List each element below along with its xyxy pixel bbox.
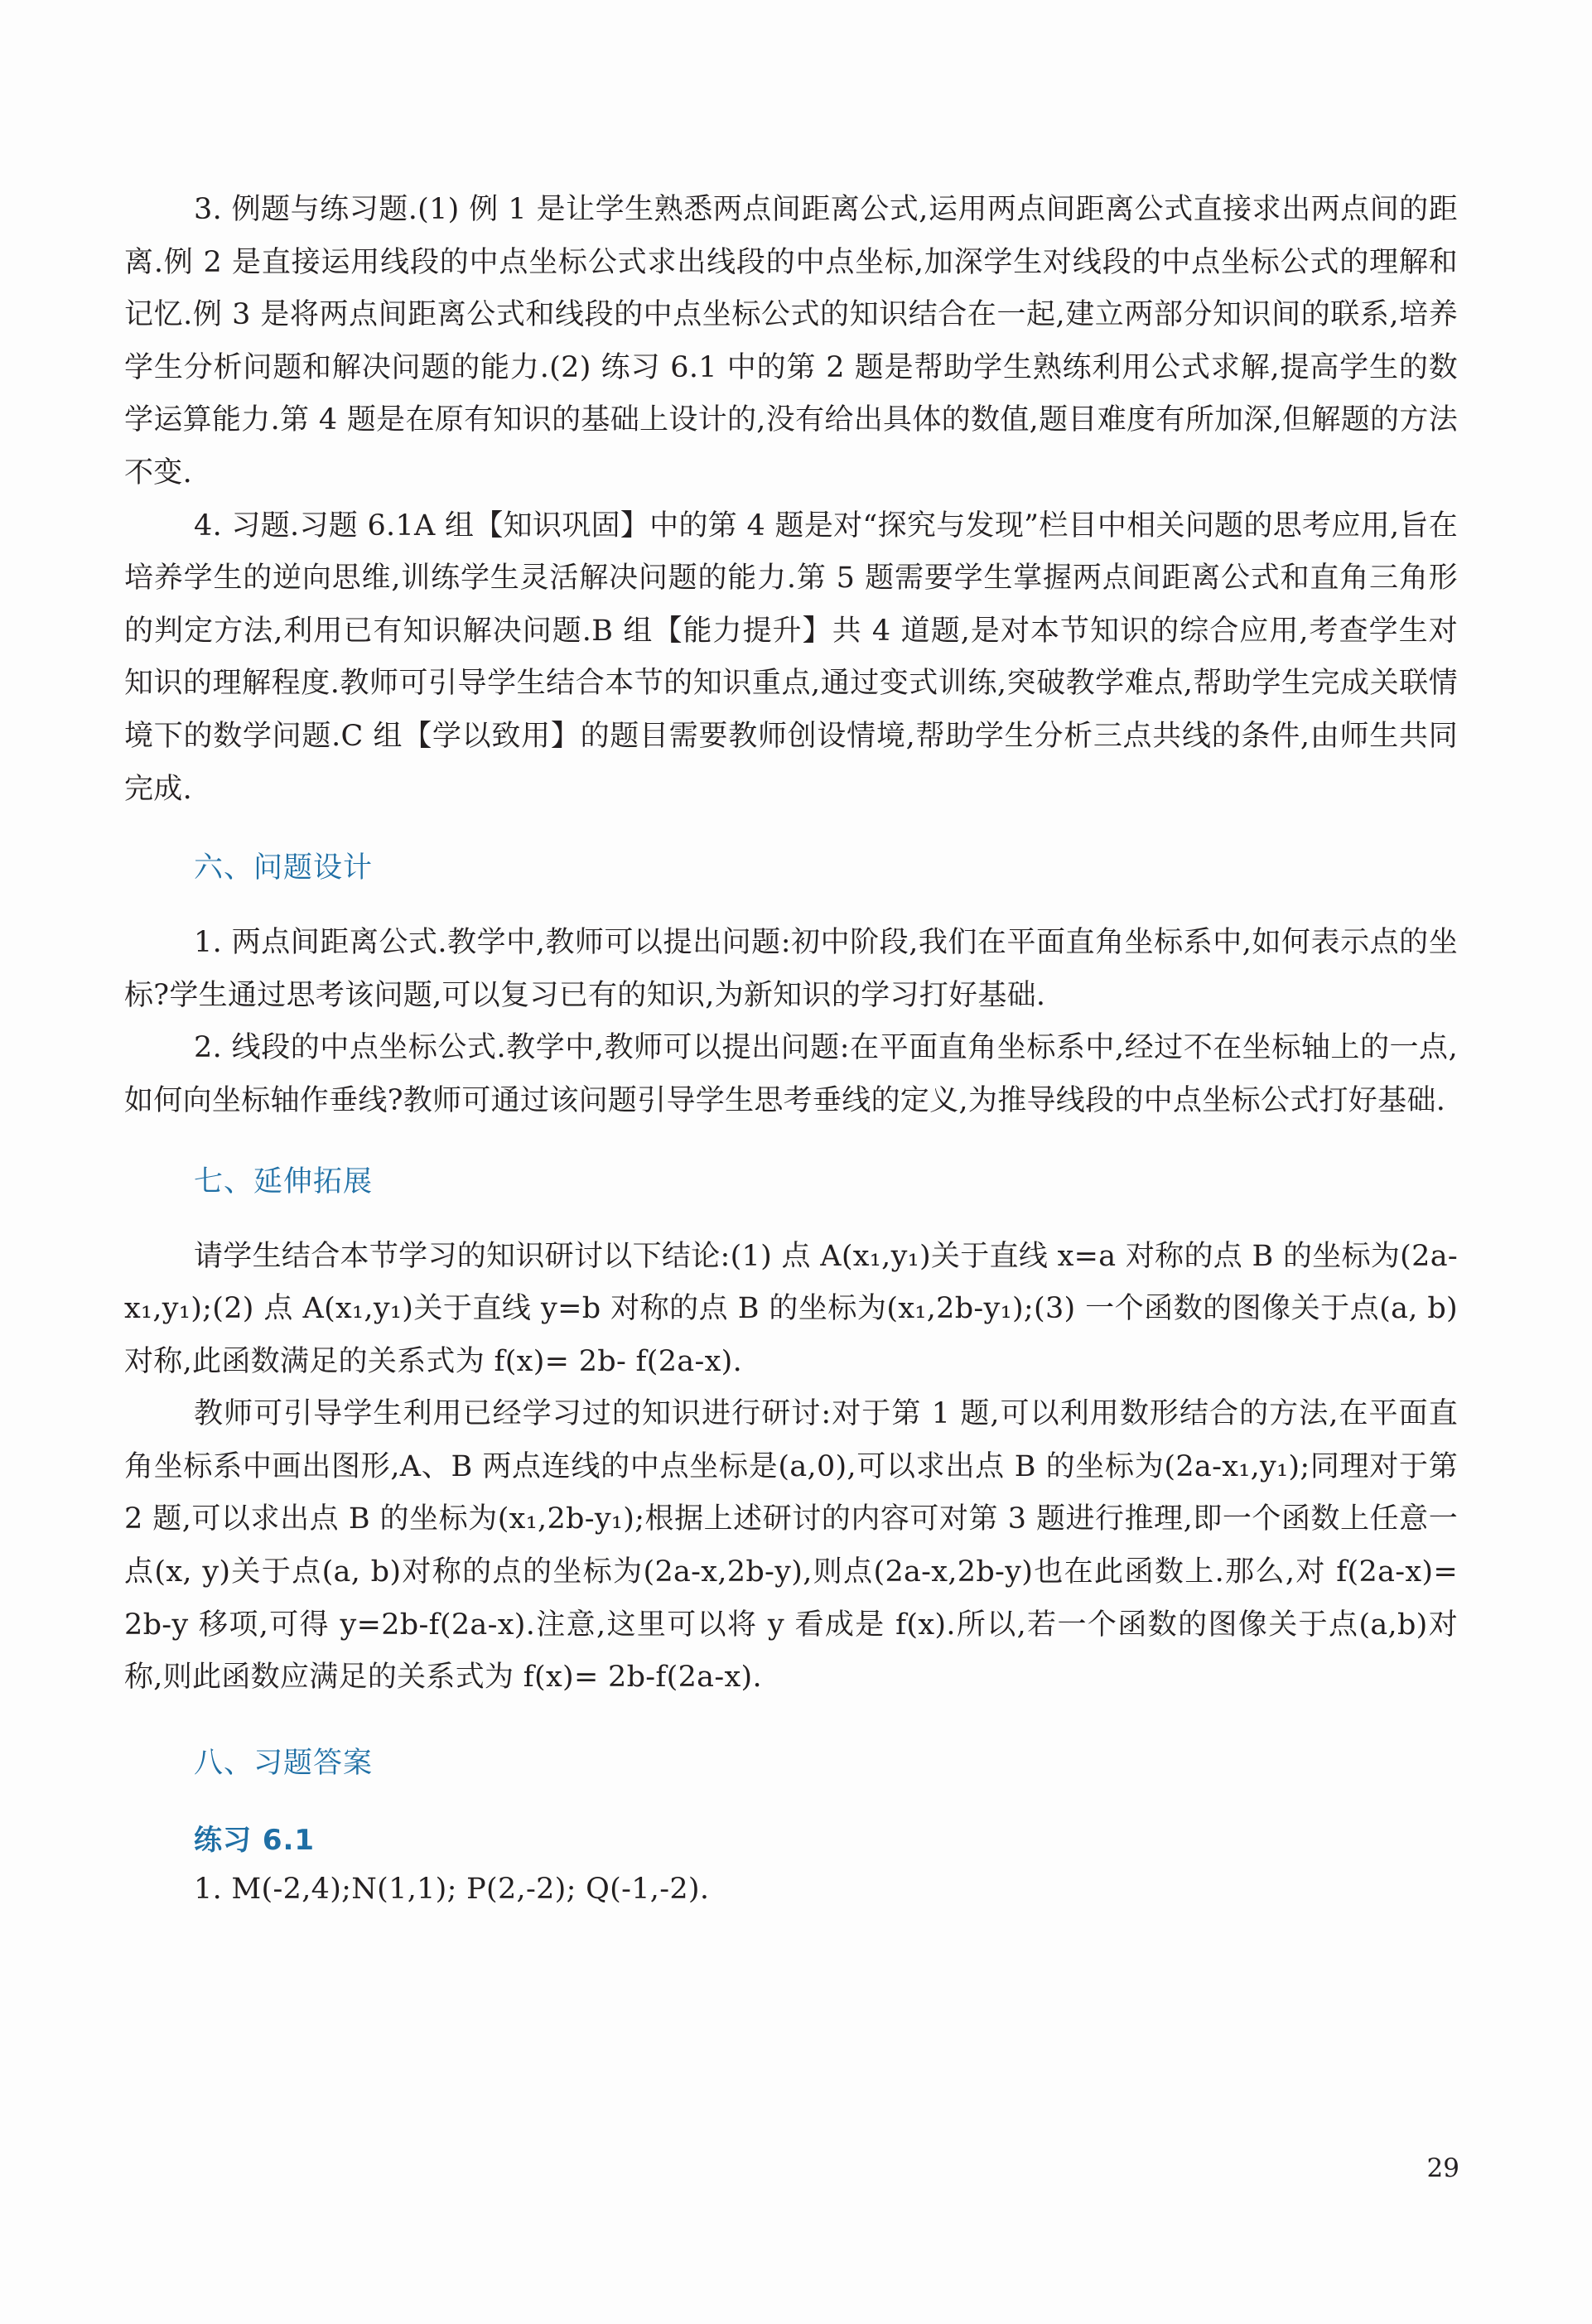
answer-item-1: 1. M(-2,4);N(1,1); P(2,-2); Q(-1,-2).: [194, 1872, 710, 1906]
section-heading-answers: 八、习题答案: [194, 1746, 374, 1780]
page-content: [124, 184, 1458, 1916]
paragraph-example-exercises: 3. 例题与练习题.(1) 例 1 是让学生熟悉两点间距离公式,运用两点间距离公式直接求出两点间的距离.例 2 是直接运用线段的中点坐标公式求出线段的中点坐标,加深学生对线段的中点坐标公式的理解和记忆.例 3 是将两点间距离公式和线段的中点坐标公式的知识结合在一起,建立两部分知识间的联系,培养学生分析问题和解决问题的能力.(2) 练习 6.1 中的第 2 题是帮助学生熟练利用公式求解,提高学生的数学运算能力.第 4 题是在原有知识的基础上设计的,没有给出具体的数值,题目难度有所加深,但解题的方法不变.: [124, 193, 1458, 489]
problem-design-item-midpoint: 2. 线段的中点坐标公式.教学中,教师可以提出问题:在平面直角坐标系中,经过不在坐标轴上的一点,如何向坐标轴作垂线?教师可通过该问题引导学生思考垂线的定义,为推导线段的中点坐标公式打好基础.: [124, 1031, 1458, 1117]
problem-design-item-distance: 1. 两点间距离公式.教学中,教师可以提出问题:初中阶段,我们在平面直角坐标系中,如何表示点的坐标?学生通过思考该问题,可以复习已有的知识,为新知识的学习打好基础.: [124, 926, 1458, 1012]
section-heading-problem-design: 六、问题设计: [194, 851, 374, 885]
paragraph-exercise-problems: 4. 习题.习题 6.1A 组【知识巩固】中的第 4 题是对“探究与发现”栏目中相关问题的思考应用,旨在培养学生的逆向思维,训练学生灵活解决问题的能力.第 5 题需要学生掌握两点间距离公式和直角三角形的判定方法,利用已有知识解决问题.B 组【能力提升】共 4 道题,是对本节知识的综合应用,考查学生对知识的理解程度.教师可引导学生结合本节的知识重点,通过变式训练,突破教学难点,帮助学生完成关联情境下的数学问题.C 组【学以致用】的题目需要教师创设情境,帮助学生分析三点共线的条件,由师生共同完成.: [124, 509, 1458, 806]
section-heading-extension: 七、延伸拓展: [194, 1164, 374, 1198]
extension-guidance: 教师可引导学生利用已经学习过的知识进行研讨:对于第 1 题,可以利用数形结合的方法,在平面直角坐标系中画出图形,A、B 两点连线的中点坐标是(a,0),可以求出点 B 的坐标为(2a-x₁,y₁);同理对于第 2 题,可以求出点 B 的坐标为(x₁,2b-y₁);根据上述研讨的内容可对第 3 题进行推理,即一个函数上任意一点(x, y)关于点(a, b)对称的点的坐标为(2a-x,2b-y),则点(2a-x,2b-y)也在此函数上.那么,对 f(2a-x)= 2b-y 移项,可得 y=2b-f(2a-x).注意,这里可以将 y 看成是 f(x).所以,若一个函数的图像关于点(a,b)对称,则此函数应满足的关系式为 f(x)= 2b-f(2a-x).: [124, 1397, 1458, 1695]
page-number: 29: [1426, 2153, 1459, 2183]
practice-subheading: 练习 6.1: [194, 1823, 316, 1857]
extension-conclusions: 请学生结合本节学习的知识研讨以下结论:(1) 点 A(x₁,y₁)关于直线 x=a 对称的点 B 的坐标为(2a-x₁,y₁);(2) 点 A(x₁,y₁)关于直线 y=b 对称的点 B 的坐标为(x₁,2b-y₁);(3) 一个函数的图像关于点(a, b)对称,此函数满足的关系式为 f(x)= 2b- f(2a-x).: [124, 1239, 1458, 1378]
